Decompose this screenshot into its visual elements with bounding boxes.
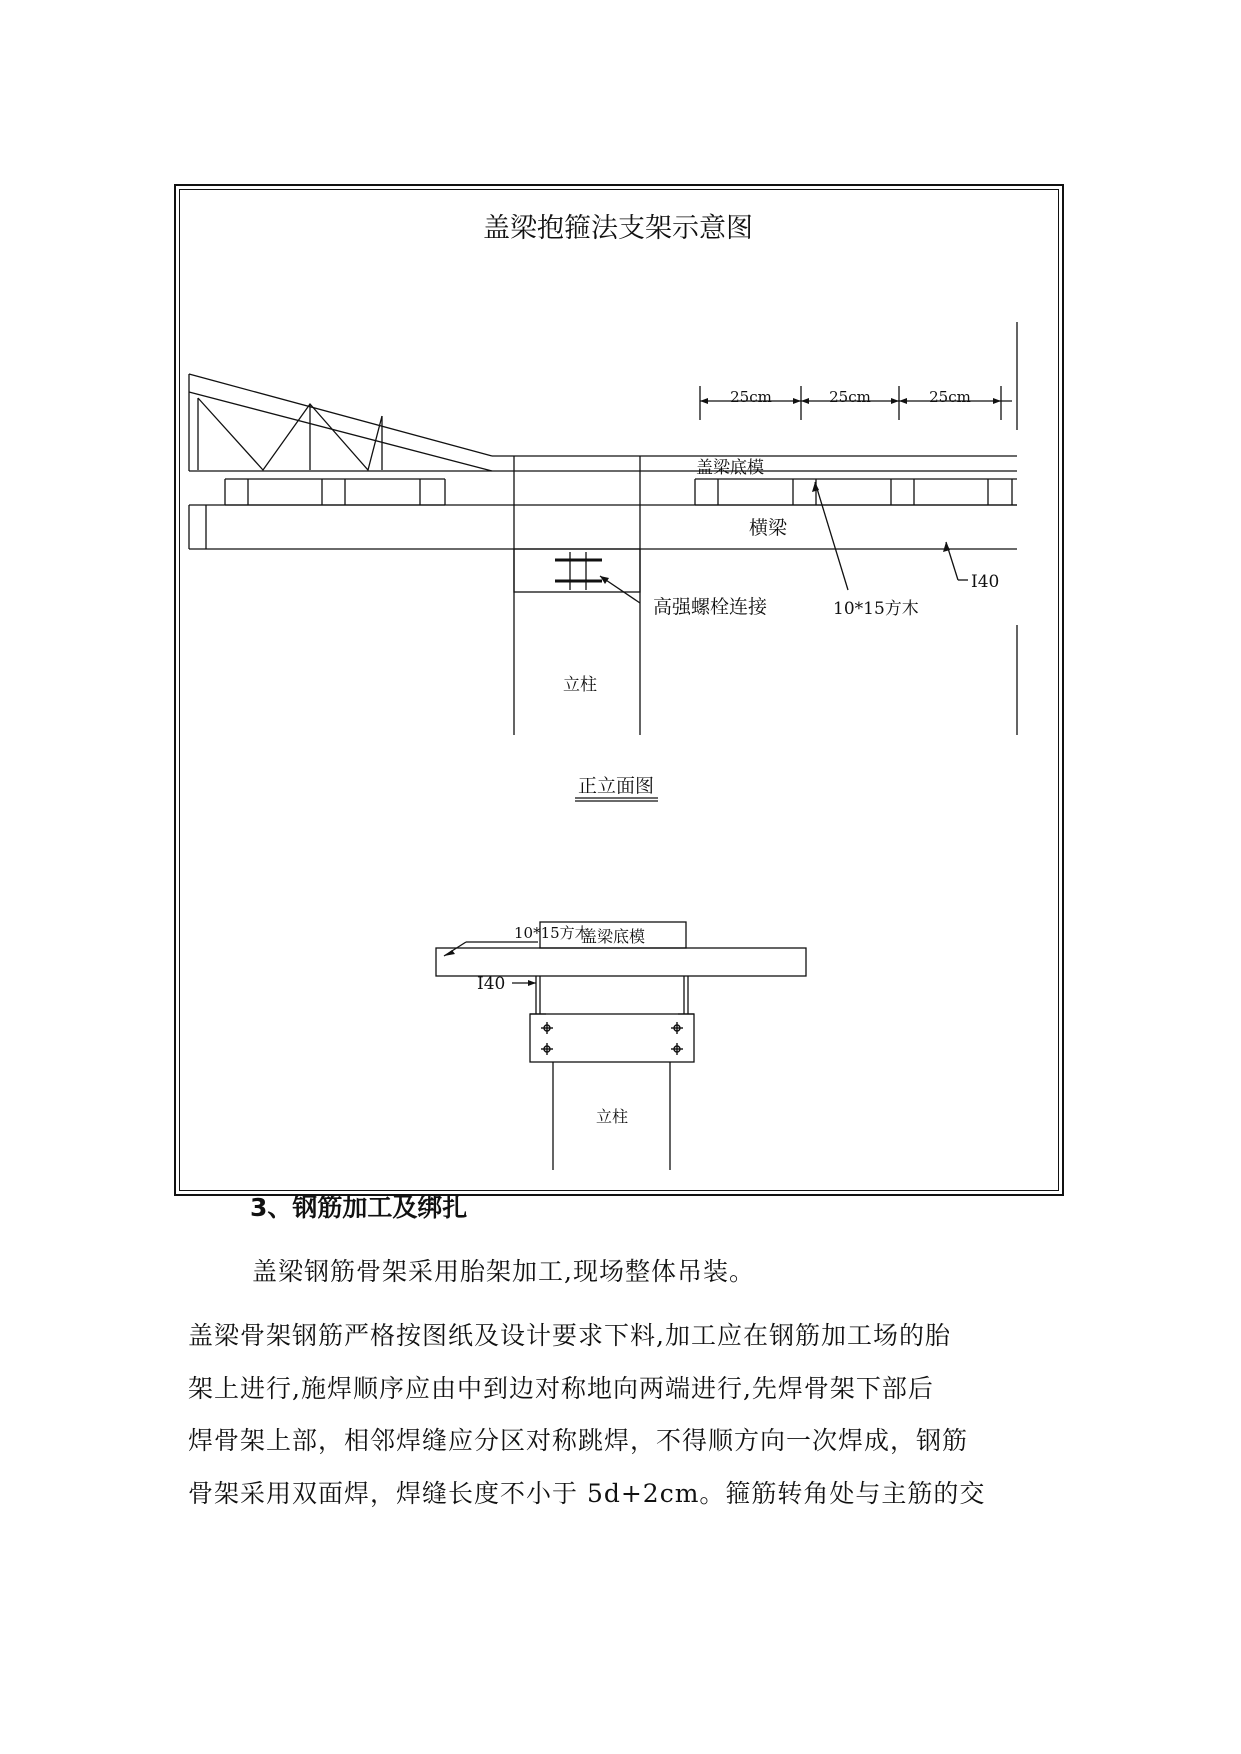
side-column-label: 立柱 — [595, 1107, 629, 1126]
paragraph-2 — [188, 1310, 1054, 1520]
elevation-view-title: 正立面图 — [577, 775, 655, 797]
i-beam-label: I40 — [971, 572, 1000, 592]
side-i-beam-label: I40 — [477, 974, 506, 994]
figure-title: 盖梁抱箍法支架示意图 — [483, 213, 753, 244]
side-timber-label: 10*15方木 — [514, 924, 590, 942]
cross-beam-label: 横梁 — [748, 517, 788, 539]
paragraph-2-line: 焊骨架上部，相邻焊缝应分区对称跳焊，不得顺方向一次焊成，钢筋 — [188, 1426, 969, 1455]
timber-label: 10*15方木 — [833, 599, 919, 619]
paragraph-2-line: 骨架采用双面焊，焊缝长度不小于 5d+2cm。箍筋转角处与主筋的交 — [188, 1478, 986, 1508]
column-label: 立柱 — [563, 675, 597, 695]
side-bottom-form-label: 盖梁底模 — [580, 927, 646, 946]
bolt-connection-label: 高强螺栓连接 — [653, 596, 768, 618]
paragraph-2-line: 架上进行,施焊顺序应由中到边对称地向两端进行,先焊骨架下部后 — [188, 1373, 934, 1403]
dimension-label-3: 25cm — [929, 388, 971, 406]
dimension-label-1: 25cm — [730, 388, 772, 406]
paragraph-1: 盖梁钢筋骨架采用胎架加工,现场整体吊装。 — [252, 1257, 755, 1286]
dimension-label-2: 25cm — [829, 388, 871, 406]
paragraph-2-line: 盖梁骨架钢筋严格按图纸及设计要求下料,加工应在钢筋加工场的胎 — [188, 1321, 951, 1350]
bottom-form-label: 盖梁底模 — [696, 458, 764, 478]
section-heading: 3、钢筋加工及绑扎 — [250, 1193, 468, 1222]
